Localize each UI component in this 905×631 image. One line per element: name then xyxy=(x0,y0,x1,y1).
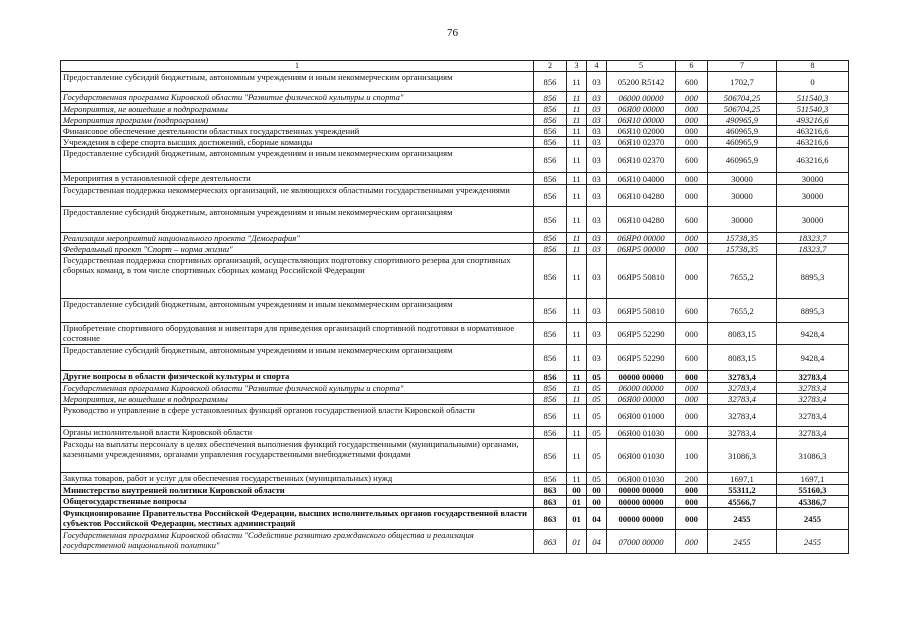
amount-year-2: 32783,4 xyxy=(777,427,849,439)
item-name: Общегосударственные вопросы xyxy=(61,496,534,508)
amount-year-1: 32783,4 xyxy=(708,371,777,383)
subsection-code: 03 xyxy=(587,72,607,92)
target-article: 06Я10 02000 xyxy=(607,126,676,137)
section-code: 11 xyxy=(567,473,587,485)
column-number-row xyxy=(61,61,849,72)
subsection-code: 03 xyxy=(587,148,607,173)
section-code: 11 xyxy=(567,427,587,439)
ministry-code: 856 xyxy=(534,207,567,233)
section-code: 11 xyxy=(567,383,587,394)
subsection-code: 05 xyxy=(587,383,607,394)
target-article: 06Я00 01030 xyxy=(607,427,676,439)
item-name: Предоставление субсидий бюджетным, автономным учреждениям и иным некоммерческим организациям xyxy=(61,148,534,173)
ministry-code: 856 xyxy=(534,439,567,473)
col-header-8: 8 xyxy=(777,61,849,72)
table-row xyxy=(61,185,849,207)
section-code: 11 xyxy=(567,371,587,383)
table-row xyxy=(61,439,849,473)
item-name: Мероприятия, не вошедшие в подпрограммы xyxy=(61,394,534,405)
expense-type: 600 xyxy=(676,207,708,233)
target-article: 06Я10 02370 xyxy=(607,148,676,173)
amount-year-2: 1697,1 xyxy=(777,473,849,485)
table-row xyxy=(61,244,849,255)
ministry-code: 863 xyxy=(534,485,567,496)
ministry-code: 856 xyxy=(534,92,567,104)
target-article: 06ЯР5 50810 xyxy=(607,299,676,323)
amount-year-2: 32783,4 xyxy=(777,383,849,394)
target-article: 06Я00 01000 xyxy=(607,405,676,427)
table-row xyxy=(61,394,849,405)
amount-year-1: 30000 xyxy=(708,185,777,207)
expense-type: 000 xyxy=(676,530,708,554)
amount-year-1: 55311,2 xyxy=(708,485,777,496)
table-row xyxy=(61,255,849,299)
ministry-code: 856 xyxy=(534,72,567,92)
section-code: 11 xyxy=(567,104,587,115)
table-row xyxy=(61,299,849,323)
subsection-code: 05 xyxy=(587,405,607,427)
section-code: 01 xyxy=(567,496,587,508)
subsection-code: 03 xyxy=(587,323,607,345)
item-name: Федеральный проект "Спорт – норма жизни" xyxy=(61,244,534,255)
amount-year-1: 30000 xyxy=(708,173,777,185)
col-header-4: 4 xyxy=(587,61,607,72)
amount-year-2: 511540,3 xyxy=(777,92,849,104)
section-code: 01 xyxy=(567,530,587,554)
section-code: 11 xyxy=(567,126,587,137)
section-code: 11 xyxy=(567,207,587,233)
item-name: Финансовое обеспечение деятельности областных государственных учреждений xyxy=(61,126,534,137)
amount-year-2: 32783,4 xyxy=(777,394,849,405)
section-code: 11 xyxy=(567,405,587,427)
subsection-code: 03 xyxy=(587,207,607,233)
expense-type: 600 xyxy=(676,345,708,371)
item-name: Руководство и управление в сфере установленных функций органов государственной власти Кировской области xyxy=(61,405,534,427)
col-header-7: 7 xyxy=(708,61,777,72)
table-row xyxy=(61,323,849,345)
amount-year-1: 32783,4 xyxy=(708,427,777,439)
expense-type: 000 xyxy=(676,115,708,126)
col-header-3: 3 xyxy=(567,61,587,72)
amount-year-2: 463216,6 xyxy=(777,126,849,137)
subsection-code: 05 xyxy=(587,427,607,439)
ministry-code: 856 xyxy=(534,383,567,394)
amount-year-2: 32783,4 xyxy=(777,405,849,427)
expense-type: 000 xyxy=(676,255,708,299)
subsection-code: 03 xyxy=(587,244,607,255)
amount-year-2: 30000 xyxy=(777,207,849,233)
ministry-code: 856 xyxy=(534,104,567,115)
section-code: 11 xyxy=(567,173,587,185)
section-code: 11 xyxy=(567,345,587,371)
amount-year-1: 32783,4 xyxy=(708,394,777,405)
target-article: 06ЯР5 00000 xyxy=(607,244,676,255)
ministry-code: 856 xyxy=(534,173,567,185)
amount-year-2: 493216,6 xyxy=(777,115,849,126)
subsection-code: 00 xyxy=(587,496,607,508)
amount-year-1: 15738,35 xyxy=(708,244,777,255)
target-article: 06000 00000 xyxy=(607,92,676,104)
amount-year-2: 0 xyxy=(777,72,849,92)
item-name: Предоставление субсидий бюджетным, автономным учреждениям и иным некоммерческим организациям xyxy=(61,207,534,233)
expense-type: 600 xyxy=(676,148,708,173)
ministry-code: 856 xyxy=(534,345,567,371)
expense-type: 100 xyxy=(676,439,708,473)
ministry-code: 856 xyxy=(534,115,567,126)
expense-type: 000 xyxy=(676,383,708,394)
subsection-code: 03 xyxy=(587,345,607,371)
item-name: Мероприятия в установленной сфере деятельности xyxy=(61,173,534,185)
section-code: 11 xyxy=(567,72,587,92)
amount-year-1: 2455 xyxy=(708,508,777,530)
item-name: Государственная программа Кировской области "Развитие физической культуры и спорта" xyxy=(61,383,534,394)
amount-year-2: 30000 xyxy=(777,185,849,207)
table-row xyxy=(61,126,849,137)
item-name: Закупка товаров, работ и услуг для обеспечения государственных (муниципальных) нужд xyxy=(61,473,534,485)
amount-year-1: 1702,7 xyxy=(708,72,777,92)
amount-year-1: 460965,9 xyxy=(708,148,777,173)
table-row xyxy=(61,233,849,244)
subsection-code: 04 xyxy=(587,508,607,530)
amount-year-2: 31086,3 xyxy=(777,439,849,473)
table-row xyxy=(61,137,849,148)
col-header-5: 5 xyxy=(607,61,676,72)
amount-year-2: 8895,3 xyxy=(777,255,849,299)
item-name: Функционирование Правительства Российской Федерации, высших исполнительных органов государственной власти субъектов Российской Федерации, местных администраций xyxy=(61,508,534,530)
amount-year-2: 463216,6 xyxy=(777,148,849,173)
subsection-code: 03 xyxy=(587,126,607,137)
section-code: 11 xyxy=(567,439,587,473)
target-article: 05200 R5142 xyxy=(607,72,676,92)
expense-type: 000 xyxy=(676,485,708,496)
subsection-code: 03 xyxy=(587,299,607,323)
target-article: 06Я00 01030 xyxy=(607,439,676,473)
item-name: Мероприятия, не вошедшие в подпрограммы xyxy=(61,104,534,115)
subsection-code: 05 xyxy=(587,439,607,473)
amount-year-2: 32783,4 xyxy=(777,371,849,383)
amount-year-1: 31086,3 xyxy=(708,439,777,473)
table-row xyxy=(61,115,849,126)
amount-year-2: 2455 xyxy=(777,508,849,530)
section-code: 11 xyxy=(567,394,587,405)
target-article: 06ЯР5 52290 xyxy=(607,323,676,345)
expense-type: 600 xyxy=(676,299,708,323)
amount-year-1: 30000 xyxy=(708,207,777,233)
amount-year-1: 45566,7 xyxy=(708,496,777,508)
ministry-code: 863 xyxy=(534,530,567,554)
expense-type: 000 xyxy=(676,323,708,345)
subsection-code: 03 xyxy=(587,104,607,115)
table-row xyxy=(61,207,849,233)
ministry-code: 856 xyxy=(534,427,567,439)
ministry-code: 856 xyxy=(534,185,567,207)
target-article: 06ЯР5 50810 xyxy=(607,255,676,299)
subsection-code: 03 xyxy=(587,137,607,148)
subsection-code: 04 xyxy=(587,530,607,554)
amount-year-2: 45386,7 xyxy=(777,496,849,508)
item-name: Государственная поддержка некоммерческих организаций, не являющихся областными государственными учреждениями xyxy=(61,185,534,207)
expense-type: 600 xyxy=(676,72,708,92)
amount-year-2: 2455 xyxy=(777,530,849,554)
target-article: 06ЯР5 52290 xyxy=(607,345,676,371)
item-name: Приобретение спортивного оборудования и инвентаря для приведения организаций спортивной подготовки в нормативное состояние xyxy=(61,323,534,345)
expense-type: 000 xyxy=(676,244,708,255)
section-code: 11 xyxy=(567,323,587,345)
table-row xyxy=(61,72,849,92)
expense-type: 000 xyxy=(676,173,708,185)
target-article: 07000 00000 xyxy=(607,530,676,554)
amount-year-1: 2455 xyxy=(708,530,777,554)
amount-year-1: 506704,25 xyxy=(708,104,777,115)
item-name: Мероприятия программ (подпрограмм) xyxy=(61,115,534,126)
ministry-code: 856 xyxy=(534,255,567,299)
table-row xyxy=(61,427,849,439)
subsection-code: 03 xyxy=(587,92,607,104)
expense-type: 000 xyxy=(676,92,708,104)
section-code: 11 xyxy=(567,137,587,148)
target-article: 06Я10 04000 xyxy=(607,173,676,185)
amount-year-1: 8083,15 xyxy=(708,345,777,371)
target-article: 00000 00000 xyxy=(607,485,676,496)
table-row xyxy=(61,173,849,185)
amount-year-1: 7655,2 xyxy=(708,255,777,299)
item-name: Министерство внутренней политики Кировской области xyxy=(61,485,534,496)
amount-year-1: 32783,4 xyxy=(708,383,777,394)
item-name: Учреждения в сфере спорта высших достижений, сборные команды xyxy=(61,137,534,148)
amount-year-1: 32783,4 xyxy=(708,405,777,427)
amount-year-2: 18323,7 xyxy=(777,244,849,255)
subsection-code: 03 xyxy=(587,185,607,207)
target-article: 00000 00000 xyxy=(607,496,676,508)
ministry-code: 856 xyxy=(534,126,567,137)
target-article: 06000 00000 xyxy=(607,383,676,394)
expense-type: 000 xyxy=(676,427,708,439)
amount-year-1: 8083,15 xyxy=(708,323,777,345)
target-article: 06Я10 02370 xyxy=(607,137,676,148)
table-row xyxy=(61,473,849,485)
table-row xyxy=(61,371,849,383)
budget-table xyxy=(60,60,849,554)
expense-type: 000 xyxy=(676,233,708,244)
ministry-code: 856 xyxy=(534,473,567,485)
ministry-code: 856 xyxy=(534,137,567,148)
subsection-code: 00 xyxy=(587,485,607,496)
ministry-code: 863 xyxy=(534,496,567,508)
table-row xyxy=(61,383,849,394)
item-name: Органы исполнительной власти Кировской области xyxy=(61,427,534,439)
amount-year-2: 30000 xyxy=(777,173,849,185)
amount-year-2: 55160,3 xyxy=(777,485,849,496)
table-row xyxy=(61,148,849,173)
section-code: 11 xyxy=(567,299,587,323)
section-code: 11 xyxy=(567,233,587,244)
item-name: Другие вопросы в области физической культуры и спорта xyxy=(61,371,534,383)
expense-type: 000 xyxy=(676,126,708,137)
subsection-code: 03 xyxy=(587,233,607,244)
amount-year-1: 15738,35 xyxy=(708,233,777,244)
amount-year-1: 460965,9 xyxy=(708,126,777,137)
section-code: 11 xyxy=(567,185,587,207)
table-row xyxy=(61,405,849,427)
table-row xyxy=(61,496,849,508)
section-code: 00 xyxy=(567,485,587,496)
amount-year-2: 9428,4 xyxy=(777,345,849,371)
ministry-code: 863 xyxy=(534,508,567,530)
ministry-code: 856 xyxy=(534,371,567,383)
amount-year-2: 18323,7 xyxy=(777,233,849,244)
expense-type: 000 xyxy=(676,394,708,405)
section-code: 01 xyxy=(567,508,587,530)
ministry-code: 856 xyxy=(534,244,567,255)
col-header-2: 2 xyxy=(534,61,567,72)
table-row xyxy=(61,530,849,554)
section-code: 11 xyxy=(567,115,587,126)
target-article: 06Я00 00000 xyxy=(607,394,676,405)
ministry-code: 856 xyxy=(534,394,567,405)
section-code: 11 xyxy=(567,148,587,173)
expense-type: 200 xyxy=(676,473,708,485)
table-row xyxy=(61,345,849,371)
target-article: 06Я00 00000 xyxy=(607,104,676,115)
ministry-code: 856 xyxy=(534,148,567,173)
expense-type: 000 xyxy=(676,185,708,207)
subsection-code: 03 xyxy=(587,173,607,185)
ministry-code: 856 xyxy=(534,323,567,345)
table-row xyxy=(61,508,849,530)
col-header-6: 6 xyxy=(676,61,708,72)
target-article: 06Я00 01030 xyxy=(607,473,676,485)
item-name: Государственная поддержка спортивных организаций, осуществляющих подготовку спортивного резерва для спортивных сборных команд, в том числе спортивных сборных команд Российской Федерации xyxy=(61,255,534,299)
item-name: Государственная программа Кировской области "Содействие развитию гражданского общества и реализация государственной национальной политики" xyxy=(61,530,534,554)
expense-type: 000 xyxy=(676,137,708,148)
section-code: 11 xyxy=(567,92,587,104)
table-row xyxy=(61,104,849,115)
amount-year-1: 506704,25 xyxy=(708,92,777,104)
target-article: 06Я10 00000 xyxy=(607,115,676,126)
target-article: 06Я10 04280 xyxy=(607,207,676,233)
subsection-code: 03 xyxy=(587,255,607,299)
table-row xyxy=(61,485,849,496)
item-name: Реализация мероприятий национального проекта "Демография" xyxy=(61,233,534,244)
amount-year-2: 511540,3 xyxy=(777,104,849,115)
amount-year-1: 490965,9 xyxy=(708,115,777,126)
target-article: 00000 00000 xyxy=(607,371,676,383)
ministry-code: 856 xyxy=(534,299,567,323)
target-article: 06ЯР0 00000 xyxy=(607,233,676,244)
amount-year-2: 463216,6 xyxy=(777,137,849,148)
item-name: Предоставление субсидий бюджетным, автономным учреждениям и иным некоммерческим организациям xyxy=(61,299,534,323)
expense-type: 000 xyxy=(676,496,708,508)
amount-year-1: 1697,1 xyxy=(708,473,777,485)
subsection-code: 05 xyxy=(587,473,607,485)
expense-type: 000 xyxy=(676,371,708,383)
target-article: 00000 00000 xyxy=(607,508,676,530)
page-number: 76 xyxy=(447,27,458,39)
section-code: 11 xyxy=(567,244,587,255)
subsection-code: 05 xyxy=(587,394,607,405)
subsection-code: 05 xyxy=(587,371,607,383)
item-name: Расходы на выплаты персоналу в целях обеспечения выполнения функций государственными (муниципальными) органами, казенными учреждениями, органами управления государственными внебюджетными фондами xyxy=(61,439,534,473)
item-name: Предоставление субсидий бюджетным, автономным учреждениям и иным некоммерческим организациям xyxy=(61,72,534,92)
expense-type: 000 xyxy=(676,508,708,530)
amount-year-2: 9428,4 xyxy=(777,323,849,345)
subsection-code: 03 xyxy=(587,115,607,126)
amount-year-2: 8895,3 xyxy=(777,299,849,323)
table-row xyxy=(61,92,849,104)
amount-year-1: 7655,2 xyxy=(708,299,777,323)
item-name: Предоставление субсидий бюджетным, автономным учреждениям и иным некоммерческим организациям xyxy=(61,345,534,371)
col-header-1: 1 xyxy=(61,61,534,72)
ministry-code: 856 xyxy=(534,233,567,244)
ministry-code: 856 xyxy=(534,405,567,427)
amount-year-1: 460965,9 xyxy=(708,137,777,148)
item-name: Государственная программа Кировской области "Развитие физической культуры и спорта" xyxy=(61,92,534,104)
target-article: 06Я10 04280 xyxy=(607,185,676,207)
expense-type: 000 xyxy=(676,405,708,427)
section-code: 11 xyxy=(567,255,587,299)
expense-type: 000 xyxy=(676,104,708,115)
